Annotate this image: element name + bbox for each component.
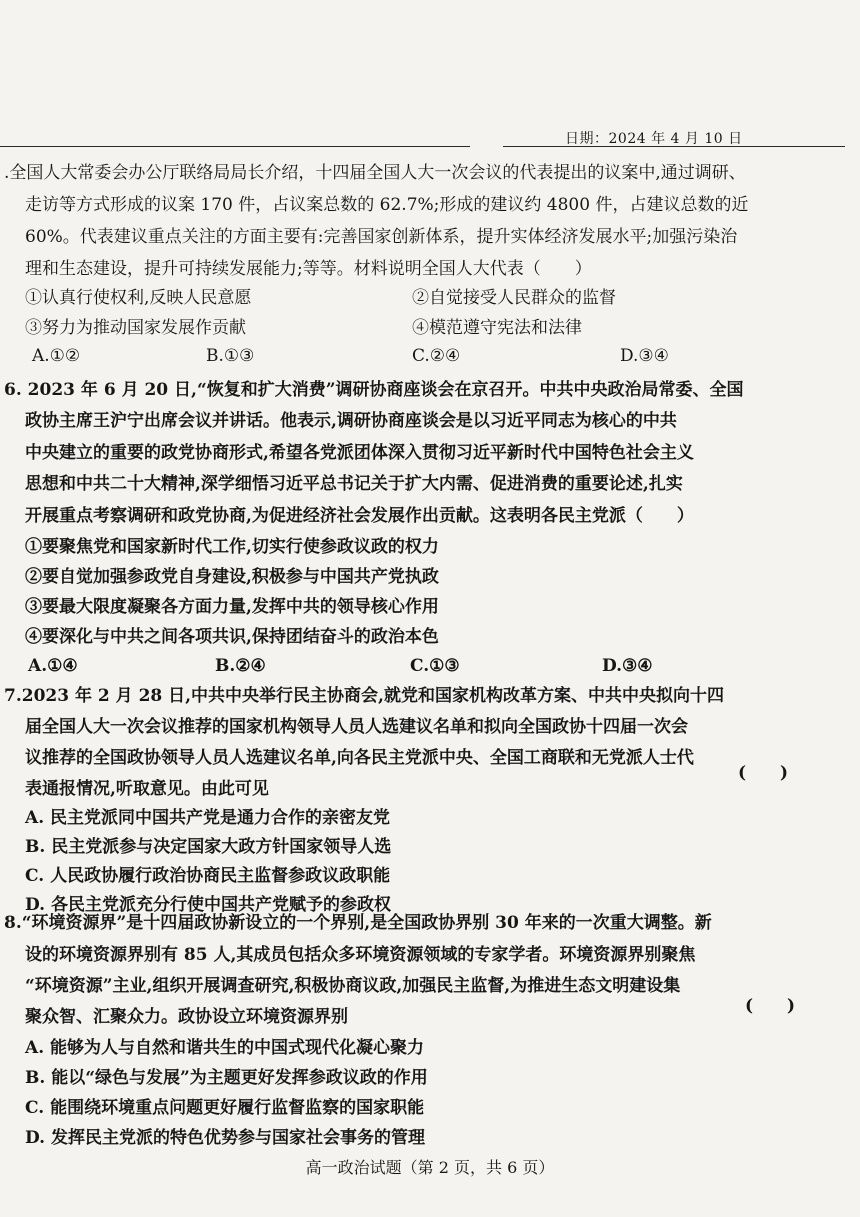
question-8-line-1: 8.“环境资源界”是十四届政协新设立的一个界别,是全国政协界别 30 年来的一次重大调整。新 [4,913,712,933]
question-5-item-2: ②自觉接受人民群众的监督 [412,288,616,308]
question-6-line-3: 中央建立的重要的政党协商形式,希望各党派团体深入贯彻习近平新时代中国特色社会主义 [25,443,694,463]
question-5-option-d: D.③④ [620,346,669,366]
question-8-option-d: D. 发挥民主党派的特色优势参与国家社会事务的管理 [25,1128,425,1148]
question-8-option-a: A. 能够为人与自然和谐共生的中国式现代化凝心聚力 [25,1038,425,1058]
question-5-line-3: 60%。代表建议重点关注的方面主要有:完善国家创新体系，提升实体经济发展水平;加强污染治 [25,227,738,247]
question-6-item-1: ①要聚焦党和国家新时代工作,切实行使参政议政的权力 [25,537,439,557]
question-6-item-3: ③要最大限度凝聚各方面力量,发挥中共的领导核心作用 [25,597,439,617]
question-5-line-4: 理和生态建设，提升可持续发展能力;等等。材料说明全国人大代表（ ） [25,259,592,279]
question-7-line-4: 表通报情况,听取意见。由此可见 [25,779,269,799]
question-5-item-1: ①认真行使权利,反映人民意愿 [25,288,252,308]
question-7-line-2: 届全国人大一次会议推荐的国家机构领导人员人选建议名单和拟向全国政协十四届一次会 [25,717,688,737]
question-8-line-4: 聚众智、汇聚众力。政协设立环境资源界别 [25,1007,348,1027]
question-8-option-b: B. 能以“绿色与发展”为主题更好发挥参政议政的作用 [25,1068,428,1088]
header-rule-left [0,146,470,147]
question-6-option-d: D.③④ [602,656,653,676]
question-8-option-c: C. 能围绕环境重点问题更好履行监督监察的国家职能 [25,1098,425,1118]
question-6-line-1: 6. 2023 年 6 月 20 日,“恢复和扩大消费”调研协商座谈会在京召开。中共中央政治局常委、全国 [4,380,744,400]
question-5-line-1: .全国人大常委会办公厅联络局局长介绍，十四届全国人大一次会议的代表提出的议案中,通过调研、 [4,163,746,183]
question-7-option-d: D. 各民主党派充分行使中国共产党赋予的参政权 [25,895,391,915]
question-7-option-a: A. 民主党派同中国共产党是通力合作的亲密友党 [25,808,391,828]
question-7-line-3: 议推荐的全国政协领导人员人选建议名单,向各民主党派中央、全国工商联和无党派人士代 [25,748,694,768]
question-5-option-c: C.②④ [412,346,461,366]
question-8-answer-blank: ( ) [745,996,796,1016]
question-5-option-b: B.①③ [206,346,255,366]
question-7-answer-blank: ( ) [738,763,789,783]
question-6-item-4: ④要深化与中共之间各项共识,保持团结奋斗的政治本色 [25,627,439,647]
question-8-line-3: “环境资源”主业,组织开展调查研究,积极协商议政,加强民主监督,为推进生态文明建设集 [25,976,681,996]
question-7-line-1: 7.2023 年 2 月 28 日,中共中央举行民主协商会,就党和国家机构改革方案、中共中央拟向十四 [4,686,724,706]
question-5-option-a: A.①② [32,346,81,366]
question-6-option-b: B.②④ [215,656,266,676]
question-6-line-4: 思想和中共二十大精神,深学细悟习近平总书记关于扩大内需、促进消费的重要论述,扎实 [25,474,683,494]
question-6-line-5: 开展重点考察调研和政党协商,为促进经济社会发展作出贡献。这表明各民主党派（ ） [25,506,694,526]
question-5-line-2: 走访等方式形成的议案 170 件，占议案总数的 62.7%;形成的建议约 4800 件，占建议总数的近 [25,195,749,215]
page-footer: 高一政治试题（第 2 页，共 6 页） [305,1158,555,1177]
question-6-item-2: ②要自觉加强参政党自身建设,积极参与中国共产党执政 [25,567,439,587]
question-6-option-a: A.①④ [28,656,78,676]
question-6-option-c: C.①③ [410,656,460,676]
question-7-option-c: C. 人民政协履行政治协商民主监督参政议政职能 [25,866,391,886]
exam-date: 日期：2024 年 4 月 10 日 [565,131,743,147]
question-5-item-4: ④模范遵守宪法和法律 [412,318,582,338]
question-8-line-2: 设的环境资源界别有 85 人,其成员包括众多环境资源领域的专家学者。环境资源界别聚焦 [25,945,696,965]
question-5-item-3: ③努力为推动国家发展作贡献 [25,318,246,338]
question-7-option-b: B. 民主党派参与决定国家大政方针国家领导人选 [25,837,392,857]
question-6-line-2: 政协主席王沪宁出席会议并讲话。他表示,调研协商座谈会是以习近平同志为核心的中共 [25,411,677,431]
